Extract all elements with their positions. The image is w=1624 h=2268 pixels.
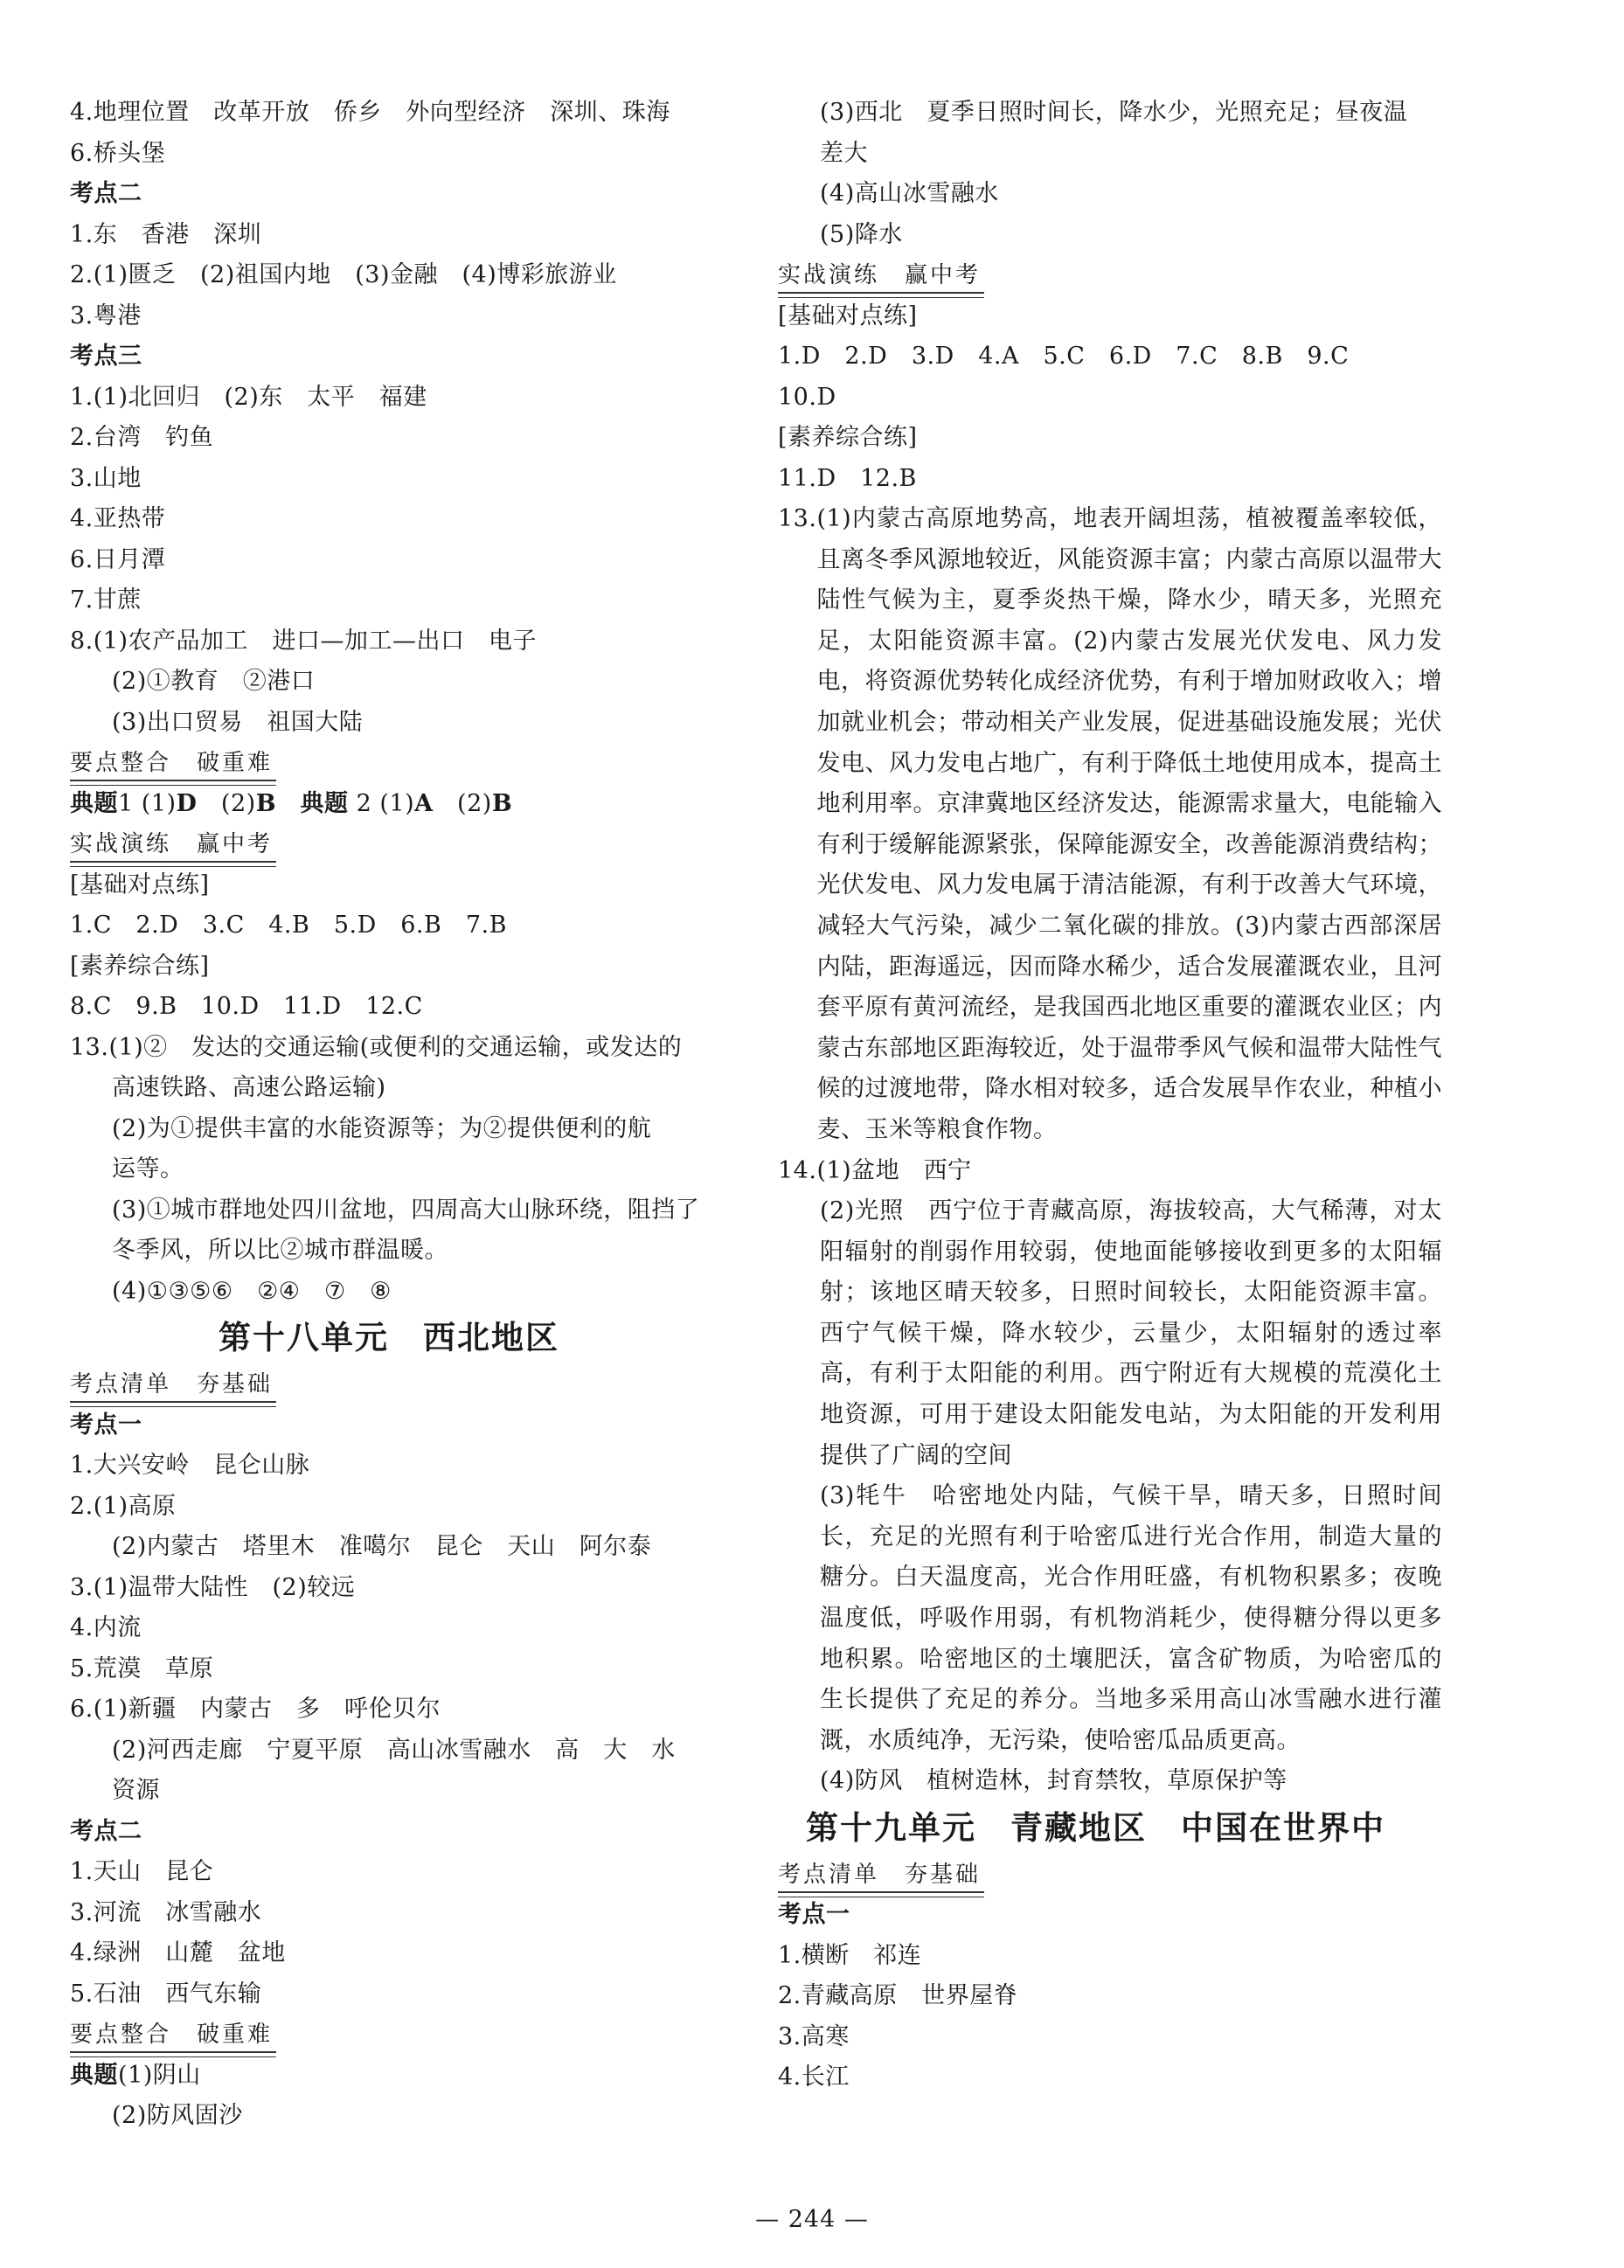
- answer-line: 2.(1)匮乏 (2)祖国内地 (3)金融 (4)博彩旅游业: [70, 261, 617, 288]
- answer-line: 高速铁路、高速公路运输): [112, 1074, 386, 1101]
- answer-line: 13.(1)② 发达的交通运输(或便利的交通运输，或发达的: [70, 1033, 683, 1061]
- banner-label: 考点清单 夯基础: [70, 1370, 276, 1403]
- answer-line: 运等。: [112, 1155, 184, 1183]
- subsection-label: [素养综合练]: [70, 952, 210, 980]
- answer-line: 4.绿洲 山麓 盆地: [70, 1939, 286, 1966]
- answer-line: 冬季风，所以比②城市群温暖。: [112, 1237, 448, 1264]
- answer-line: 3.高寒: [778, 2022, 850, 2050]
- right-column: [778, 93, 1442, 2098]
- section-banner: [70, 824, 721, 865]
- answer-choice: D: [176, 789, 198, 817]
- answer-line: 1.横断 祁连: [778, 1941, 922, 1969]
- question-number: 13.: [778, 505, 817, 532]
- answer-line: 4.长江: [778, 2063, 850, 2091]
- answer-line: 4.地理位置 改革开放 侨乡 外向型经济 深圳、珠海: [70, 99, 670, 126]
- subsection-label: [素养综合练]: [778, 424, 918, 451]
- unit-title: 第十八单元 西北地区: [219, 1319, 559, 1356]
- banner-label: 考点清单 夯基础: [778, 1860, 984, 1893]
- banner-label: 实战演练 赢中考: [70, 829, 276, 863]
- answer-line: (5)降水: [820, 220, 903, 248]
- answer-line: 8.(1)农产品加工 进口—加工—出口 电子: [70, 627, 538, 655]
- answer-key-line: 10.D: [778, 383, 836, 411]
- section-heading: 考点三: [70, 343, 142, 370]
- answer-line: (3)西北 夏季日照时间长，降水少，光照充足；昼夜温: [820, 99, 1408, 126]
- answer-choice: B: [491, 789, 513, 817]
- answer-line: 14.(1)盆地 西宁: [778, 1156, 972, 1184]
- answer-line: 1.大兴安岭 昆仑山脉: [70, 1452, 310, 1479]
- page-number: — 244 —: [755, 2206, 869, 2233]
- answer-line: 1.天山 昆仑: [70, 1858, 214, 1885]
- answer-text: 1 (1): [118, 789, 177, 817]
- typical-question-line: [70, 2056, 721, 2097]
- typical-label: 典题: [70, 789, 118, 817]
- answer-line: 1.(1)北回归 (2)东 太平 福建: [70, 383, 427, 411]
- section-banner: [778, 255, 1442, 296]
- section-banner: [70, 743, 721, 784]
- answer-paragraph: (3)牦牛 哈密地处内陆，气候干旱，晴天多，日照时间长，充足的光照有利于哈密瓜进行光合作用，制造大量的糖分。白天温度高，光合作用旺盛，有机物积累多；夜晚温度低，呼吸作用弱，有机物消耗少，使得糖分得以更多地积累。哈密地区的土壤肥沃，富含矿物质，为哈密瓜的生长提供了充足的养分。当地多采用高山冰雪融水进行灌溉，水质纯净，无污染，使哈密瓜品质更高。: [820, 1482, 1442, 1754]
- section-heading: 考点一: [778, 1901, 850, 1929]
- answer-line: (2)为①提供丰富的水能资源等；为②提供便利的航: [112, 1114, 652, 1142]
- answer-line: 4.亚热带: [70, 505, 166, 532]
- banner-label: 要点整合 破重难: [70, 748, 276, 781]
- answer-line: 1.东 香港 深圳: [70, 220, 262, 248]
- section-heading: 考点二: [70, 180, 142, 207]
- answer-choice: B: [255, 789, 277, 817]
- subsection-label: [基础对点练]: [778, 302, 918, 329]
- answer-line: 4.内流: [70, 1614, 142, 1641]
- typical-label: 典题: [276, 789, 349, 817]
- answer-key-line: 11.D 12.B: [778, 464, 917, 492]
- typical-question-line: [70, 784, 721, 825]
- unit-title: 第十九单元 青藏地区 中国在世界中: [806, 1808, 1385, 1847]
- answer-choice: A: [414, 789, 434, 817]
- answer-line: 2.青藏高原 世界屋脊: [778, 1982, 1018, 2010]
- answer-line: 2.(1)高原: [70, 1492, 177, 1520]
- answer-line: (3)出口贸易 祖国大陆: [112, 708, 364, 736]
- answer-line: (2)防风固沙: [112, 2102, 243, 2129]
- answer-key-line: 1.D 2.D 3.D 4.A 5.C 6.D 7.C 8.B 9.C: [778, 343, 1350, 370]
- answer-text: (2): [433, 789, 492, 817]
- answer-line: (2)内蒙古 塔里木 准噶尔 昆仑 天山 阿尔泰: [112, 1533, 652, 1560]
- answer-line: (4)高山冰雪融水: [820, 180, 999, 207]
- section-banner: [70, 1364, 721, 1405]
- answer-line: (2)①教育 ②港口: [112, 668, 316, 695]
- answer-line: 3.粤港: [70, 302, 142, 329]
- answer-line: (4)防风 植树造林，封育禁牧，草原保护等: [820, 1767, 1287, 1795]
- answer-paragraph: [778, 499, 1442, 1151]
- answer-key-line: 8.C 9.B 10.D 11.D 12.C: [70, 993, 423, 1020]
- answer-line: 6.(1)新疆 内蒙古 多 呼伦贝尔: [70, 1696, 441, 1723]
- answer-line: 6.日月潭: [70, 545, 166, 573]
- answer-text: (2): [197, 789, 256, 817]
- answer-text: (1)内蒙古高原地势高，地表开阔坦荡，植被覆盖率较低，且离冬季风源地较近，风能资源丰富；内蒙古高原以温带大陆性气候为主，夏季炎热干燥，降水少，晴天多，光照充足，太阳能资源丰富。(2)内蒙古发展光伏发电、风力发电，将资源优势转化成经济优势，有利于增加财政收入；增加就业机会；带动相关产业发展，促进基础设施发展；光伏发电、风力发电占地广，有利于降低土地使用成本，提高土地利用率。京津冀地区经济发达，能源需求量大，电能输入有利于缓解能源紧张，保障能源安全，改善能源消费结构；光伏发电、风力发电属于清洁能源，有利于改善大气环境，减轻大气污染，减少二氧化碳的排放。(3)内蒙古西部深居内陆，距海遥远，因而降水稀少，适合发展灌溉农业，且河套平原有黄河流经，是我国西北地区重要的灌溉农业区；内蒙古东部地区距海较近，处于温带季风气候和温带大陆性气候的过渡地带，降水相对较多，适合发展旱作农业，种植小麦、玉米等粮食作物。: [816, 505, 1442, 1143]
- banner-label: 实战演练 赢中考: [778, 260, 984, 294]
- answer-line: 3.山地: [70, 464, 142, 492]
- answer-line: 5.荒漠 草原: [70, 1654, 214, 1682]
- answer-line: 3.(1)温带大陆性 (2)较远: [70, 1573, 356, 1601]
- banner-label: 要点整合 破重难: [70, 2020, 276, 2053]
- section-heading: 考点二: [70, 1817, 142, 1845]
- answer-text: 2 (1): [348, 789, 415, 817]
- left-column: [70, 93, 721, 2137]
- answer-line: 2.台湾 钓鱼: [70, 424, 214, 451]
- answer-line: (4)①③⑤⑥ ②④ ⑦ ⑧: [112, 1277, 392, 1305]
- answer-line: 5.石油 西气东输: [70, 1980, 262, 2008]
- section-banner: [70, 2015, 721, 2056]
- answer-line: 差大: [820, 139, 868, 167]
- answer-line: 资源: [112, 1777, 160, 1804]
- answer-line: 6.桥头堡: [70, 139, 166, 167]
- subsection-label: [基础对点练]: [70, 870, 210, 898]
- answer-line: (3)①城市群地处四川盆地，四周高大山脉环绕，阻挡了: [112, 1196, 700, 1224]
- answer-line: (2)河西走廊 宁夏平原 高山冰雪融水 高 大 水: [112, 1736, 676, 1764]
- answer-paragraph: (2)光照 西宁位于青藏高原，海拔较高，大气稀薄，对太阳辐射的削弱作用较弱，使地面能够接收到更多的太阳辐射；该地区晴天较多，日照时间较长，太阳能资源丰富。西宁气候干燥，降水较少，云量少，太阳辐射的透过率高，有利于太阳能的利用。西宁附近有大规模的荒漠化土地资源，可用于建设太阳能发电站，为太阳能的开发利用提供了广阔的空间: [820, 1197, 1442, 1469]
- section-banner: [778, 1855, 1442, 1896]
- typical-label: 典题: [70, 2061, 118, 2089]
- answer-text: (1)阴山: [118, 2061, 201, 2089]
- section-heading: 考点一: [70, 1411, 142, 1439]
- answer-line: 7.甘蔗: [70, 586, 142, 614]
- answer-key-line: 1.C 2.D 3.C 4.B 5.D 6.B 7.B: [70, 912, 507, 939]
- answer-line: 3.河流 冰雪融水: [70, 1898, 262, 1926]
